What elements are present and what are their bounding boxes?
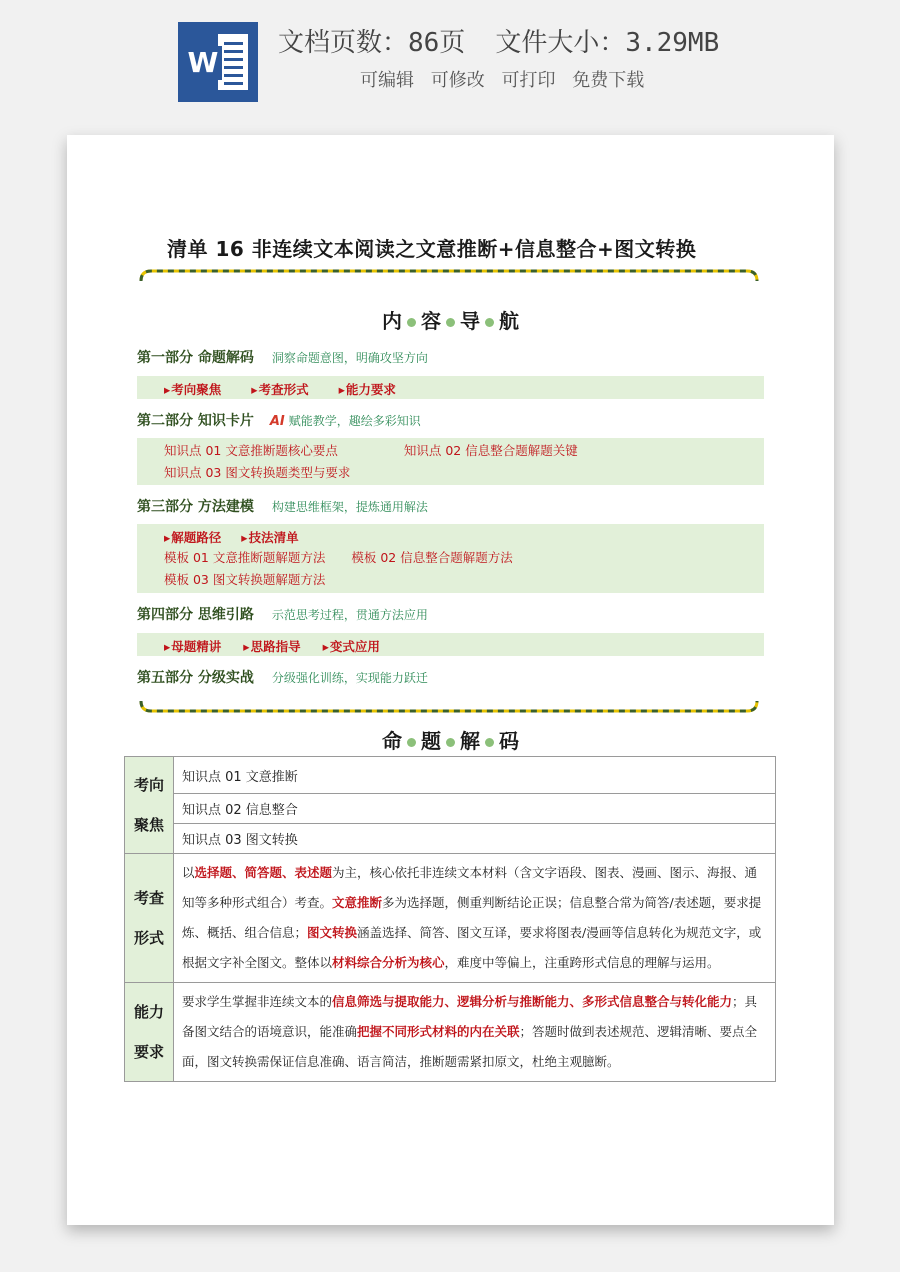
part-1-links bbox=[137, 376, 764, 399]
highlight-text: 文意推断 bbox=[332, 895, 383, 910]
body-text: 涵盖选择、简答、图文互译，要求将图表/漫画等信息转化为规范文字，或根据文字补全图文。整体以 bbox=[182, 925, 762, 970]
download-header bbox=[0, 0, 900, 125]
part-2-links bbox=[137, 438, 764, 485]
link-template-03[interactable]: 模板 03 图文转换题解题方法 bbox=[164, 572, 326, 587]
dot-icon bbox=[407, 738, 416, 747]
nav-title: 内 容 导 航 bbox=[382, 309, 519, 333]
action-free-download[interactable]: 免费下载 bbox=[572, 70, 645, 91]
focus-item-3: 知识点 03 图文转换 bbox=[174, 824, 776, 854]
body-text: ；具备图文结合的语境意识，能准确 bbox=[182, 994, 758, 1039]
body-text: ；答题时做到表述规范、逻辑清晰、要点全面，图文转换需保证信息准确、语言简洁，推断题需紧扣原文，杜绝主观臆断。 bbox=[182, 1024, 758, 1069]
link-path[interactable]: ▸ 解题路径 bbox=[164, 530, 221, 545]
highlight-text: 把握不同形式材料的内在关联 bbox=[357, 1024, 520, 1039]
highlight-text: 材料综合分析为核心 bbox=[332, 955, 445, 970]
dot-icon bbox=[446, 738, 455, 747]
decode-title: 命 题 解 码 bbox=[382, 729, 519, 753]
link-kp-01[interactable]: 知识点 01 文意推断题核心要点 bbox=[164, 443, 338, 458]
link-mother-question[interactable]: ▸ 母题精讲 bbox=[164, 639, 221, 654]
body-text: 为主，核心依托非连续文本材料（含文字语段、图表、漫画、图示、海报、通知等多种形式组合）考查。 bbox=[182, 865, 758, 910]
dashed-divider-bottom bbox=[139, 697, 759, 715]
ability-head: 能力要求 bbox=[125, 983, 174, 1082]
dot-icon bbox=[407, 318, 416, 327]
ai-badge: AI bbox=[269, 414, 285, 429]
link-techniques[interactable]: ▸ 技法清单 bbox=[241, 530, 298, 545]
file-actions bbox=[360, 66, 655, 92]
body-text: ，难度中等偏上，注重跨形式信息的理解与运用。 bbox=[444, 955, 720, 970]
file-info bbox=[278, 22, 749, 59]
link-template-01[interactable]: 模板 01 文意推断题解题方法 bbox=[164, 550, 326, 565]
highlight-text: 选择题、简答题、表述题 bbox=[194, 865, 333, 880]
action-modifiable[interactable]: 可修改 bbox=[430, 70, 485, 91]
file-size: 文件大小：3.29MB bbox=[495, 28, 720, 58]
highlight-text: 信息筛选与提取能力、逻辑分析与推断能力、多形式信息整合与转化能力 bbox=[332, 994, 733, 1009]
link-form[interactable]: ▸ 考查形式 bbox=[251, 382, 308, 397]
part-4: 第四部分 思维引路 示范思考过程，贯通方法应用 bbox=[137, 607, 428, 623]
dashed-divider-top bbox=[139, 267, 759, 285]
focus-head: 考向聚焦 bbox=[125, 757, 174, 854]
link-focus[interactable]: ▸ 考向聚焦 bbox=[164, 382, 221, 397]
link-guidance[interactable]: ▸ 思路指导 bbox=[243, 639, 300, 654]
part-5: 第五部分 分级实战 分级强化训练，实现能力跃迁 bbox=[137, 670, 428, 686]
form-head: 考查形式 bbox=[125, 854, 174, 983]
part-3-links bbox=[137, 524, 764, 593]
ability-paragraph bbox=[174, 983, 776, 1082]
body-text: 多为选择题，侧重判断结论正误；信息整合常为简答/表述题，要求提炼、概括、组合信息； bbox=[182, 895, 762, 940]
body-text: 以 bbox=[182, 865, 195, 880]
decode-table bbox=[124, 756, 776, 1082]
dot-icon bbox=[446, 318, 455, 327]
focus-item-2: 知识点 02 信息整合 bbox=[174, 794, 776, 824]
focus-item-1: 知识点 01 文意推断 bbox=[174, 757, 776, 794]
part-2: 第二部分 知识卡片 AI 赋能教学，趣绘多彩知识 bbox=[137, 413, 421, 429]
dot-icon bbox=[485, 738, 494, 747]
word-letter: W bbox=[184, 46, 222, 80]
part-4-links bbox=[137, 633, 764, 656]
part-1: 第一部分 命题解码 洞察命题意图，明确攻坚方向 bbox=[137, 350, 428, 366]
link-ability[interactable]: ▸ 能力要求 bbox=[339, 382, 396, 397]
part-3: 第三部分 方法建模 构建思维框架，提炼通用解法 bbox=[137, 499, 428, 515]
document-title: 清单 16 非连续文本阅读之文意推断+信息整合+图文转换 bbox=[167, 237, 697, 261]
word-doc-icon bbox=[178, 22, 258, 102]
form-paragraph bbox=[174, 854, 776, 983]
link-kp-03[interactable]: 知识点 03 图文转换题类型与要求 bbox=[164, 465, 351, 480]
link-template-02[interactable]: 模板 02 信息整合题解题方法 bbox=[351, 550, 513, 565]
action-printable[interactable]: 可打印 bbox=[501, 70, 556, 91]
link-variant[interactable]: ▸ 变式应用 bbox=[323, 639, 380, 654]
action-editable[interactable]: 可编辑 bbox=[360, 70, 414, 91]
body-text: 要求学生掌握非连续文本的 bbox=[182, 994, 333, 1009]
document-page bbox=[67, 135, 834, 1225]
highlight-text: 图文转换 bbox=[307, 925, 358, 940]
link-kp-02[interactable]: 知识点 02 信息整合题解题关键 bbox=[403, 443, 578, 458]
dot-icon bbox=[485, 318, 494, 327]
page-count: 文档页数：86页 bbox=[278, 28, 466, 58]
